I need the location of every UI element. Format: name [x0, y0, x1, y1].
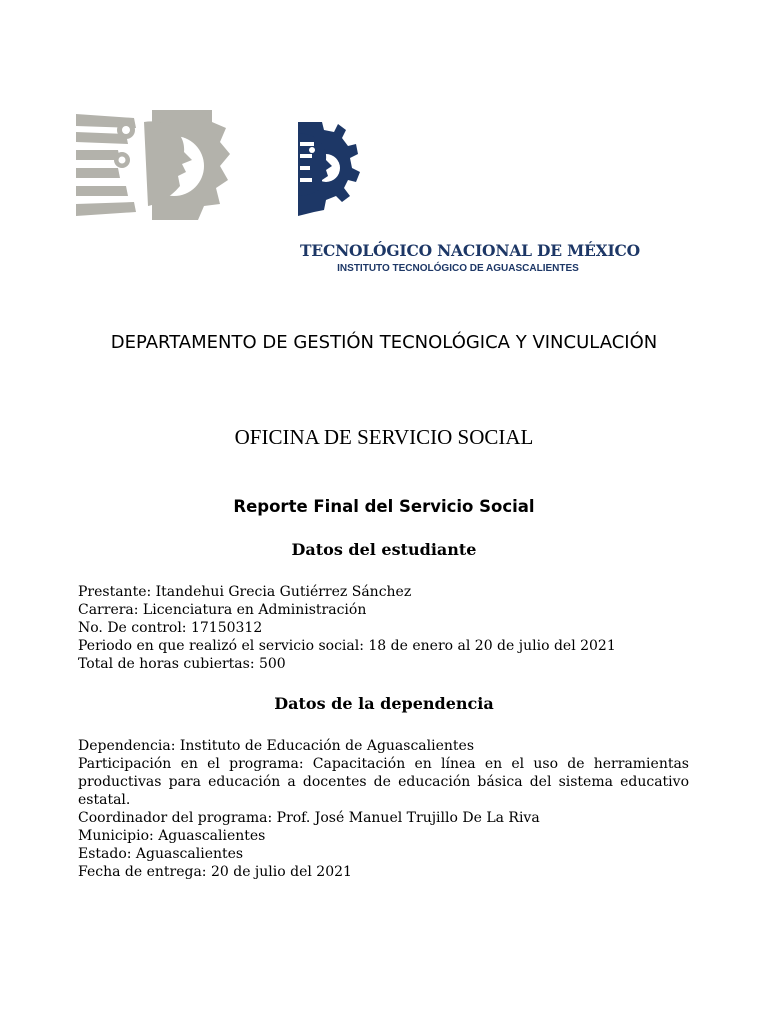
program-participation-line: Participación en el programa: Capacitación en línea en el uso de herramientas productivas para educación a docentes de educación básica del sistema educativo estatal.	[78, 756, 689, 808]
program-coordinator-line: Coordinador del programa: Prof. José Manuel Trujillo De La Riva	[78, 810, 540, 826]
office-heading: OFICINA DE SERVICIO SOCIAL	[234, 425, 534, 449]
dependency-line: Dependencia: Instituto de Educación de Aguascalientes	[78, 738, 475, 754]
delivery-date-line: Fecha de entrega: 20 de julio del 2021	[78, 864, 352, 880]
student-section-title: Datos del estudiante	[291, 540, 477, 559]
dependency-data-block	[78, 737, 689, 881]
student-career-line: Carrera: Licenciatura en Administración	[78, 602, 367, 618]
student-name-line: Prestante: Itandehui Grecia Gutiérrez Sánchez	[78, 584, 412, 600]
tecnm-logo-icon	[292, 120, 360, 218]
state-line: Estado: Aguascalientes	[78, 846, 244, 862]
department-heading: DEPARTAMENTO DE GESTIÓN TECNOLÓGICA Y VINCULACIÓN	[110, 332, 658, 353]
dependency-section-title: Datos de la dependencia	[274, 694, 494, 713]
municipality-line: Municipio: Aguascalientes	[78, 828, 266, 844]
student-data-block	[78, 583, 689, 673]
tecnm-watermark-logo-icon	[74, 108, 230, 222]
report-title: Reporte Final del Servicio Social	[233, 497, 535, 516]
institution-subtitle: INSTITUTO TECNOLÓGICO DE AGUASCALIENTES	[337, 263, 579, 274]
total-hours-line: Total de horas cubiertas: 500	[78, 656, 286, 672]
student-control-number-line: No. De control: 17150312	[78, 620, 263, 636]
institution-name: TECNOLÓGICO NACIONAL DE MÉXICO	[300, 241, 640, 260]
service-period-line: Periodo en que realizó el servicio social: 18 de enero al 20 de julio del 2021	[78, 638, 616, 654]
